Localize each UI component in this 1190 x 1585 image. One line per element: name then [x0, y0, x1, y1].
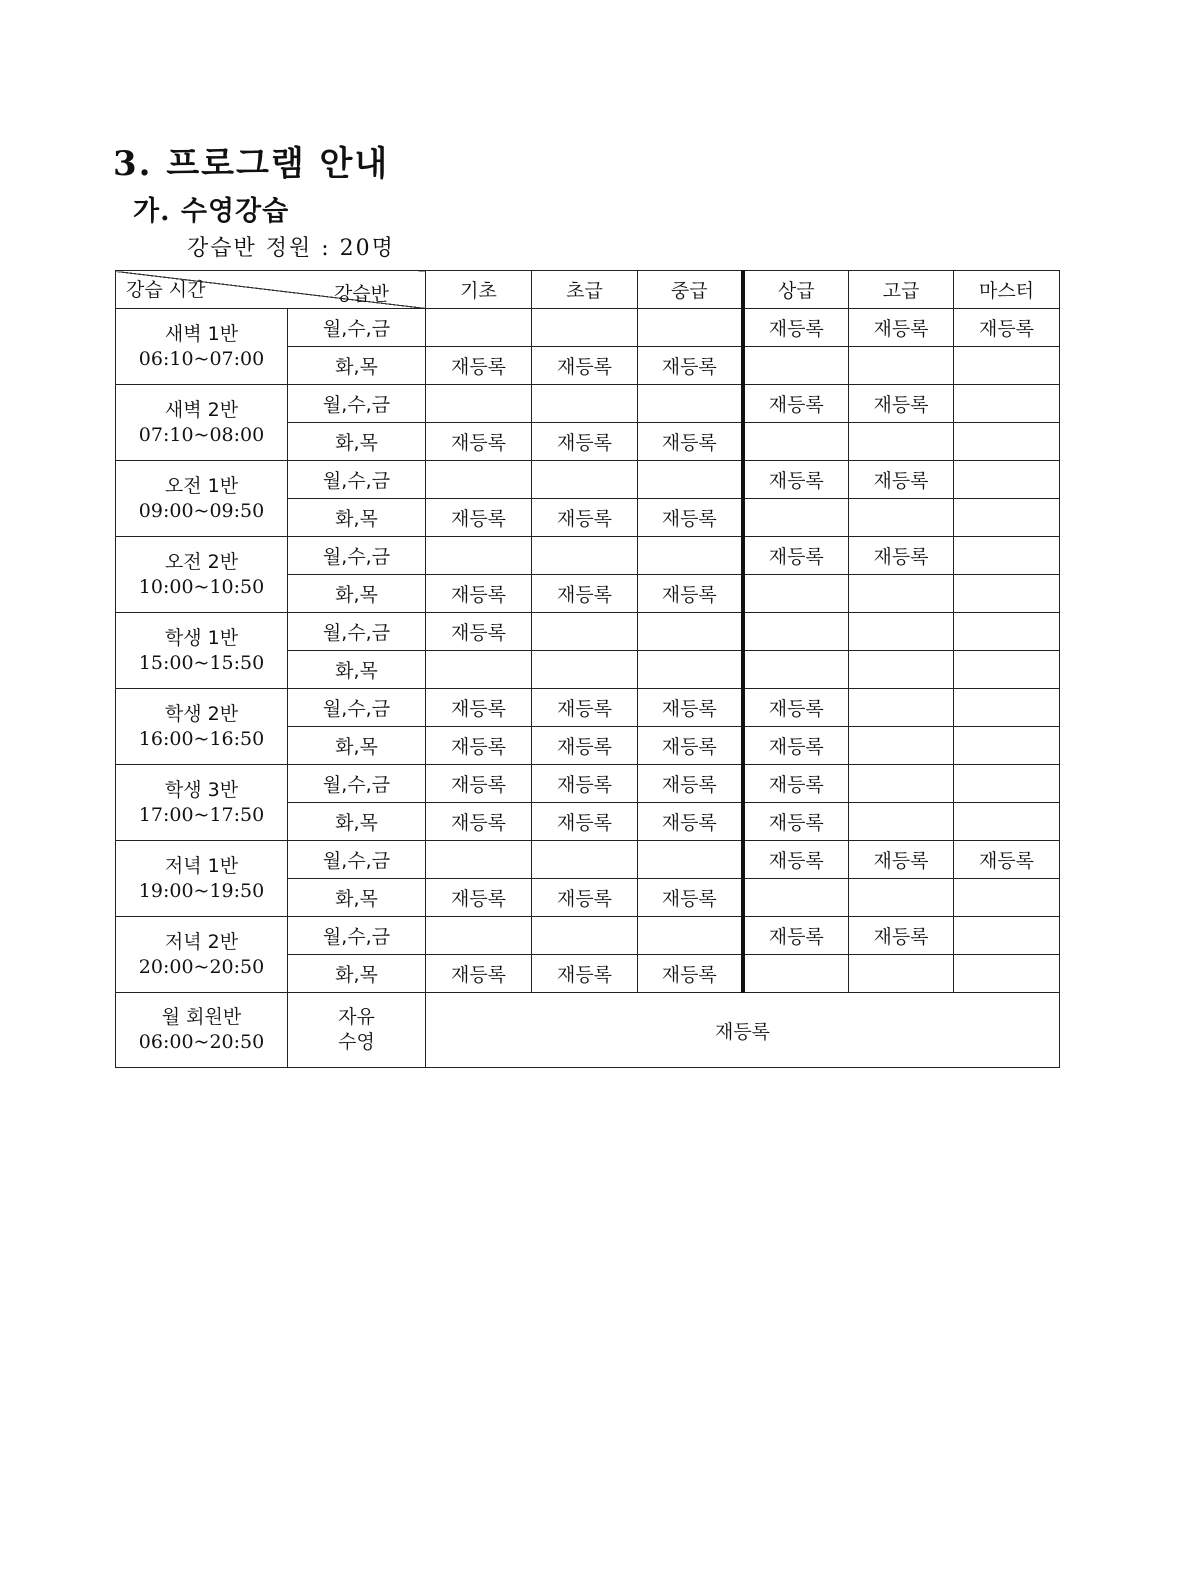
level-status-cell: 재등록 [743, 385, 849, 423]
level-status-cell [532, 385, 638, 423]
level-status-cell: 재등록 [638, 423, 743, 461]
level-status-cell [954, 651, 1060, 689]
level-status-cell: 재등록 [638, 575, 743, 613]
level-status-cell: 재등록 [638, 727, 743, 765]
level-header-advanced: 고급 [849, 271, 954, 309]
level-status-cell [532, 537, 638, 575]
level-status-cell: 재등록 [743, 841, 849, 879]
class-days: 화,목 [288, 879, 426, 917]
level-status-cell [426, 461, 532, 499]
level-status-cell: 재등록 [849, 385, 954, 423]
level-status-cell [532, 613, 638, 651]
level-status-cell: 재등록 [426, 689, 532, 727]
level-status-cell: 재등록 [743, 309, 849, 347]
level-status-cell [954, 499, 1060, 537]
level-status-cell [954, 461, 1060, 499]
level-status-cell: 재등록 [532, 955, 638, 993]
level-status-cell [849, 765, 954, 803]
class-time: 17:00~17:50 [138, 803, 265, 826]
class-days: 월,수,금 [288, 461, 426, 499]
monthly-type-cell [288, 993, 426, 1068]
level-status-cell: 재등록 [849, 537, 954, 575]
class-name: 오전 1반 [164, 474, 239, 497]
level-status-cell: 재등록 [638, 879, 743, 917]
level-status-cell: 재등록 [426, 575, 532, 613]
class-row [116, 537, 1060, 575]
class-time: 07:10~08:00 [138, 423, 265, 446]
level-status-cell [954, 727, 1060, 765]
class-days: 화,목 [288, 499, 426, 537]
level-status-cell [638, 613, 743, 651]
class-days: 월,수,금 [288, 917, 426, 955]
corner-time-label: 강습 시간 [126, 279, 206, 301]
class-name-cell [116, 309, 288, 385]
level-status-cell [638, 917, 743, 955]
level-status-cell [954, 423, 1060, 461]
level-header-basic: 기초 [426, 271, 532, 309]
level-status-cell [849, 727, 954, 765]
level-status-cell: 재등록 [638, 499, 743, 537]
class-days: 월,수,금 [288, 765, 426, 803]
level-status-cell: 재등록 [849, 309, 954, 347]
monthly-type-line1: 자유 [338, 1006, 375, 1028]
class-name-cell [116, 917, 288, 993]
corner-class-label: 강습반 [333, 283, 389, 305]
class-name-cell [116, 765, 288, 841]
class-row [116, 917, 1060, 955]
level-status-cell [849, 347, 954, 385]
level-status-cell: 재등록 [532, 765, 638, 803]
class-days: 월,수,금 [288, 841, 426, 879]
class-time: 15:00~15:50 [138, 651, 265, 674]
level-status-cell [743, 347, 849, 385]
level-status-cell [743, 575, 849, 613]
level-status-cell [638, 385, 743, 423]
class-row [116, 385, 1060, 423]
level-status-cell [743, 651, 849, 689]
monthly-status: 재등록 [426, 993, 1060, 1068]
class-time: 20:00~20:50 [138, 955, 265, 978]
monthly-member-row [116, 993, 1060, 1068]
level-status-cell: 재등록 [743, 803, 849, 841]
class-name-cell [116, 385, 288, 461]
level-status-cell [849, 423, 954, 461]
schedule-table [115, 270, 1060, 1068]
level-status-cell [638, 651, 743, 689]
level-header-upper: 상급 [743, 271, 849, 309]
level-status-cell [954, 917, 1060, 955]
level-status-cell: 재등록 [532, 689, 638, 727]
corner-header [116, 271, 426, 309]
level-status-cell: 재등록 [743, 727, 849, 765]
level-status-cell [849, 575, 954, 613]
class-days: 월,수,금 [288, 613, 426, 651]
level-status-cell [532, 917, 638, 955]
class-row [116, 613, 1060, 651]
level-status-cell [743, 613, 849, 651]
class-name: 새벽 1반 [164, 322, 239, 345]
class-days: 월,수,금 [288, 689, 426, 727]
level-status-cell [849, 879, 954, 917]
level-status-cell [426, 385, 532, 423]
level-status-cell [426, 651, 532, 689]
level-status-cell: 재등록 [638, 689, 743, 727]
level-status-cell [954, 575, 1060, 613]
level-status-cell [426, 309, 532, 347]
class-days: 월,수,금 [288, 385, 426, 423]
class-time: 10:00~10:50 [138, 575, 265, 598]
class-name: 학생 2반 [164, 702, 239, 725]
level-status-cell [426, 841, 532, 879]
level-status-cell: 재등록 [532, 803, 638, 841]
class-time: 16:00~16:50 [138, 727, 265, 750]
level-status-cell: 재등록 [426, 955, 532, 993]
class-days: 화,목 [288, 575, 426, 613]
level-status-cell [743, 955, 849, 993]
level-status-cell: 재등록 [532, 499, 638, 537]
class-name-cell [116, 689, 288, 765]
class-name: 학생 1반 [164, 626, 239, 649]
level-status-cell [954, 955, 1060, 993]
header-row [116, 271, 1060, 309]
level-status-cell: 재등록 [849, 461, 954, 499]
monthly-class-time: 06:00~20:50 [138, 1031, 265, 1053]
level-header-master: 마스터 [954, 271, 1060, 309]
level-status-cell [638, 461, 743, 499]
section-title: 3. 프로그램 안내 [113, 144, 390, 184]
class-row [116, 689, 1060, 727]
level-status-cell: 재등록 [426, 613, 532, 651]
level-status-cell [849, 613, 954, 651]
level-status-cell [954, 803, 1060, 841]
class-days: 월,수,금 [288, 537, 426, 575]
monthly-class-name: 월 회원반 [161, 1006, 242, 1028]
level-status-cell [743, 879, 849, 917]
level-header-beginner: 초급 [532, 271, 638, 309]
class-row [116, 841, 1060, 879]
class-days: 화,목 [288, 727, 426, 765]
class-name: 저녁 1반 [164, 854, 239, 877]
class-name: 저녁 2반 [164, 930, 239, 953]
level-status-cell: 재등록 [954, 309, 1060, 347]
level-status-cell: 재등록 [638, 955, 743, 993]
level-status-cell [638, 841, 743, 879]
level-status-cell [638, 537, 743, 575]
level-status-cell: 재등록 [426, 879, 532, 917]
level-status-cell [954, 765, 1060, 803]
class-days: 화,목 [288, 651, 426, 689]
level-status-cell: 재등록 [849, 917, 954, 955]
level-status-cell [532, 309, 638, 347]
class-name: 오전 2반 [164, 550, 239, 573]
class-row [116, 461, 1060, 499]
monthly-type-line2: 수영 [338, 1031, 375, 1053]
level-header-intermediate: 중급 [638, 271, 743, 309]
level-status-cell: 재등록 [638, 347, 743, 385]
class-days: 월,수,금 [288, 309, 426, 347]
class-time: 19:00~19:50 [138, 879, 265, 902]
class-row [116, 309, 1060, 347]
level-status-cell: 재등록 [743, 917, 849, 955]
level-status-cell: 재등록 [743, 537, 849, 575]
level-status-cell: 재등록 [638, 765, 743, 803]
level-status-cell: 재등록 [849, 841, 954, 879]
level-status-cell [954, 347, 1060, 385]
class-name: 새벽 2반 [164, 398, 239, 421]
level-status-cell [426, 537, 532, 575]
level-status-cell [743, 423, 849, 461]
level-status-cell [954, 385, 1060, 423]
class-name: 학생 3반 [164, 778, 239, 801]
level-status-cell: 재등록 [426, 499, 532, 537]
class-name-cell [116, 461, 288, 537]
level-status-cell: 재등록 [426, 727, 532, 765]
level-status-cell [954, 879, 1060, 917]
level-status-cell [743, 499, 849, 537]
class-days: 화,목 [288, 423, 426, 461]
level-status-cell: 재등록 [532, 423, 638, 461]
class-row [116, 765, 1060, 803]
level-status-cell: 재등록 [532, 879, 638, 917]
level-status-cell: 재등록 [426, 423, 532, 461]
level-status-cell: 재등록 [532, 347, 638, 385]
level-status-cell: 재등록 [532, 727, 638, 765]
level-status-cell: 재등록 [638, 803, 743, 841]
class-name-cell [116, 613, 288, 689]
class-time: 06:10~07:00 [138, 347, 265, 370]
monthly-class-cell [116, 993, 288, 1068]
level-status-cell [954, 689, 1060, 727]
level-status-cell: 재등록 [954, 841, 1060, 879]
level-status-cell [638, 309, 743, 347]
level-status-cell [426, 917, 532, 955]
level-status-cell: 재등록 [426, 803, 532, 841]
class-time: 09:00~09:50 [138, 499, 265, 522]
level-status-cell [532, 651, 638, 689]
level-status-cell: 재등록 [426, 765, 532, 803]
class-capacity: 강습반 정원 : 20명 [187, 236, 395, 261]
level-status-cell [849, 803, 954, 841]
level-status-cell: 재등록 [743, 461, 849, 499]
level-status-cell [849, 499, 954, 537]
level-status-cell [532, 841, 638, 879]
level-status-cell [849, 651, 954, 689]
class-days: 화,목 [288, 803, 426, 841]
level-status-cell [532, 461, 638, 499]
level-status-cell: 재등록 [743, 689, 849, 727]
level-status-cell [954, 613, 1060, 651]
class-days: 화,목 [288, 347, 426, 385]
level-status-cell: 재등록 [532, 575, 638, 613]
level-status-cell: 재등록 [426, 347, 532, 385]
class-days: 화,목 [288, 955, 426, 993]
level-status-cell [849, 689, 954, 727]
level-status-cell [849, 955, 954, 993]
class-name-cell [116, 841, 288, 917]
class-name-cell [116, 537, 288, 613]
subsection-title: 가. 수영강습 [133, 196, 290, 227]
level-status-cell: 재등록 [743, 765, 849, 803]
level-status-cell [954, 537, 1060, 575]
